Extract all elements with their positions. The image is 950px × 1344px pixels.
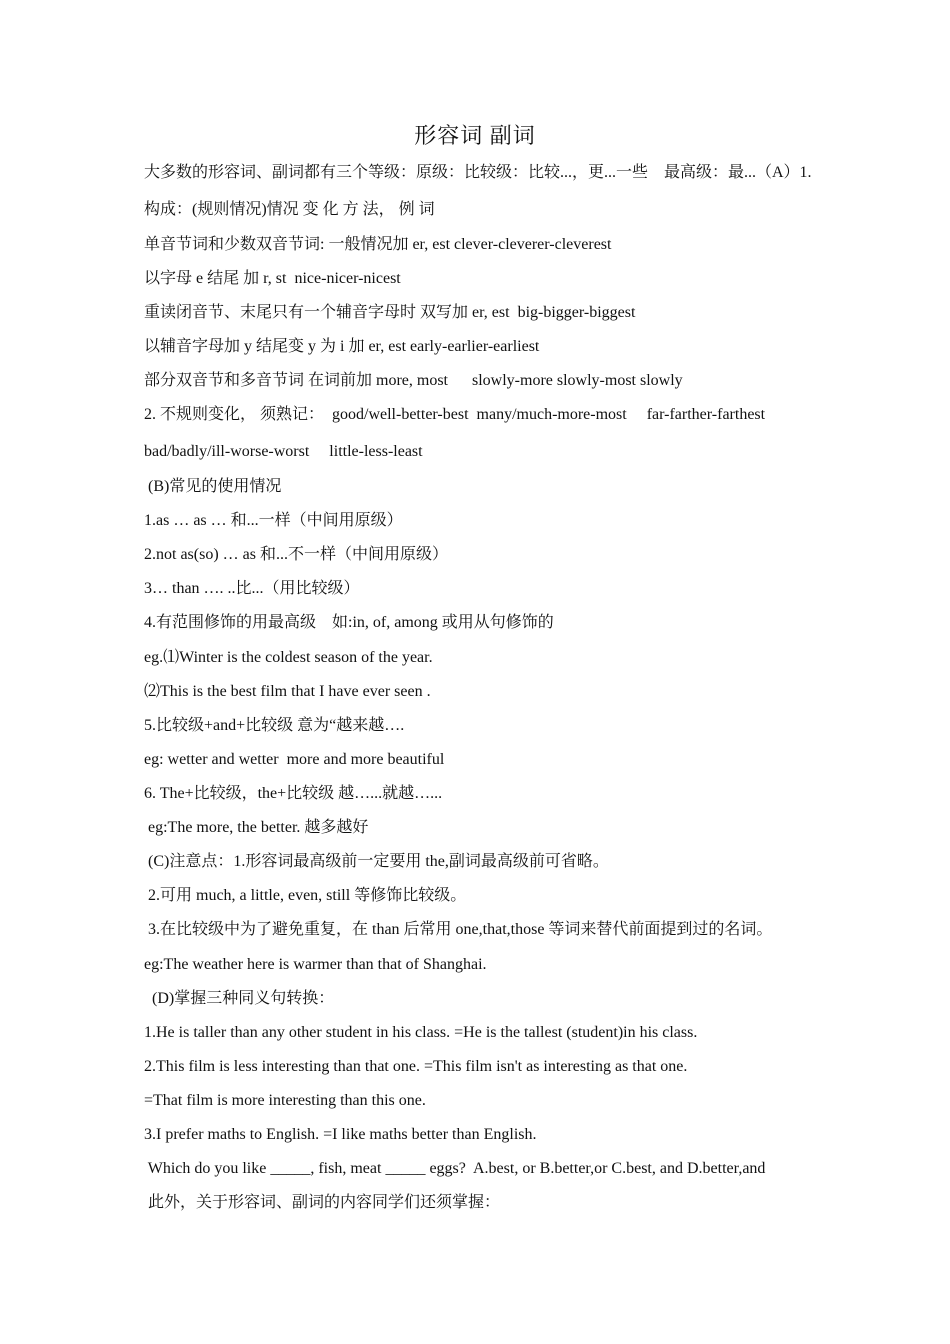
text-line: eg.⑴Winter is the coldest season of the year. (144, 649, 433, 666)
page-title: 形容词 副词 (414, 123, 536, 148)
text-line: 1.as … as … 和...一样（中间用原级） (144, 512, 403, 529)
text-line: =That film is more interesting than this one. (144, 1092, 426, 1109)
text-line: 3.I prefer maths to English. =I like maths better than English. (144, 1126, 537, 1143)
text-line: 以辅音字母加 y 结尾变 y 为 i 加 er, est early-earlier-earliest (144, 338, 540, 355)
text-line: 5.比较级+and+比较级 意为“越来越…. (144, 717, 405, 734)
text-line: 此外，关于形容词、副词的内容同学们还须掌握： (144, 1194, 501, 1211)
text-line: eg:The more, the better. 越多越好 (144, 819, 369, 836)
text-line: 2.This film is less interesting than that one. =This film isn't as interesting as that one. (144, 1058, 688, 1075)
text-line: 6. The+比较级，the+比较级 越…...就越…... (144, 785, 443, 802)
text-line: Which do you like _____, fish, meat _____ eggs? A.best, or B.better,or C.best, and D.better,and (144, 1160, 766, 1177)
text-line: 2.not as(so) … as 和...不一样（中间用原级） (144, 546, 448, 563)
text-line: bad/badly/ill-worse-worst little-less-least (144, 443, 423, 460)
text-line: 以字母 e 结尾 加 r, st nice-nicer-nicest (144, 270, 401, 287)
text-line: 3.在比较级中为了避免重复，在 than 后常用 one,that,those 等词来替代前面提到过的名词。 (144, 921, 773, 938)
text-line: 3… than …. ..比...（用比较级） (144, 580, 360, 597)
text-line: 1.He is taller than any other student in his class. =He is the tallest (student)in his class. (144, 1024, 698, 1041)
text-line: eg:The weather here is warmer than that of Shanghai. (144, 956, 487, 973)
text-line: (D)掌握三种同义句转换： (144, 990, 335, 1007)
text-line: 部分双音节和多音节词 在词前加 more, most slowly-more slowly-most slowly (144, 372, 683, 389)
text-line: eg: wetter and wetter more and more beautiful (144, 751, 445, 768)
text-line: (C)注意点：1.形容词最高级前一定要用 the,副词最高级前可省略。 (144, 853, 609, 870)
text-line: 大多数的形容词、副词都有三个等级：原级：比较级：比较...，更...一些 最高级：最...（A）1. (144, 164, 812, 181)
text-line: ⑵This is the best film that I have ever seen . (144, 683, 431, 700)
text-line: 重读闭音节、末尾只有一个辅音字母时 双写加 er, est big-bigger-biggest (144, 304, 636, 321)
text-line: 4.有范围修饰的用最高级 如:in, of, among 或用从句修饰的 (144, 614, 554, 631)
text-line: (B)常见的使用情况 (144, 478, 282, 495)
text-line: 构成：(规则情况)情况 变 化 方 法， 例 词 (144, 201, 435, 218)
text-line: 单音节词和少数双音节词: 一般情况加 er, est clever-cleverer-cleverest (144, 236, 612, 253)
text-line: 2.可用 much, a little, even, still 等修饰比较级。 (144, 887, 467, 904)
text-line: 2. 不规则变化， 须熟记： good/well-better-best many/much-more-most far-farther-farthest (144, 406, 766, 423)
